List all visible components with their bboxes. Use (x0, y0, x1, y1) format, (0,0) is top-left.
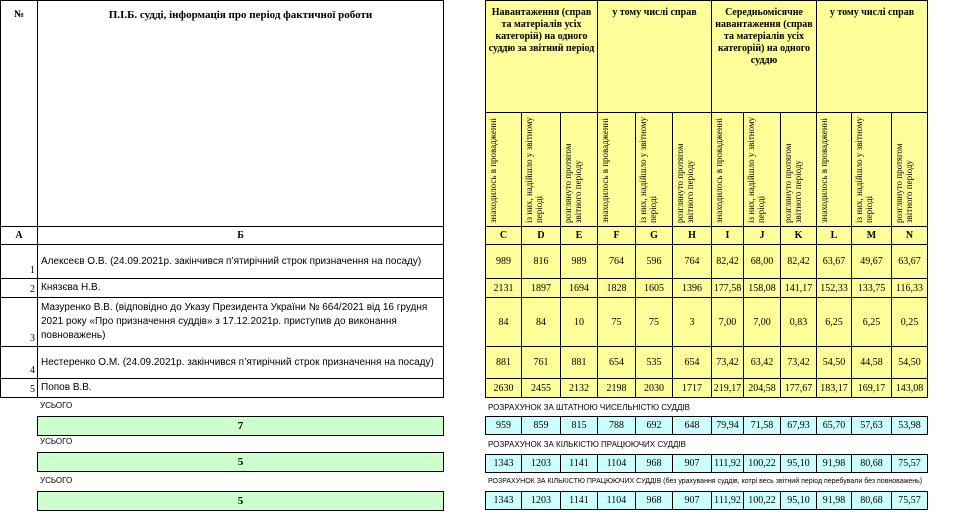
column-letter: N (891, 226, 928, 245)
data-cell: 10 (560, 297, 598, 347)
total-value: 5 (37, 491, 444, 511)
data-cell: 1694 (560, 278, 598, 298)
summary-label: РОЗРАХУНОК ЗА КІЛЬКІСТЮ ПРАЦЮЮЧИХ СУДДІВ (488, 440, 686, 449)
group-monthly: Середньомісячне навантаження (справ та матеріалів усіх категорій) на одного суддю (711, 0, 817, 113)
data-cell: 177,67 (780, 378, 817, 398)
judge-name: Попов В.В. (37, 378, 444, 398)
summary-cell: 859 (521, 416, 561, 435)
data-cell: 183,17 (816, 378, 852, 398)
data-cell: 44,58 (851, 346, 892, 379)
data-cell: 1396 (672, 278, 712, 298)
summary-cell: 67,93 (780, 416, 817, 435)
summary-cell: 907 (672, 454, 712, 473)
data-cell: 764 (597, 244, 636, 279)
group-including-2: у тому числі справ (816, 0, 928, 113)
data-cell: 761 (521, 346, 561, 379)
data-cell: 535 (635, 346, 673, 379)
subheader-vertical: знаходилось в провадженні (816, 112, 852, 227)
column-letter: K (780, 226, 817, 245)
row-index: 4 (0, 346, 38, 379)
data-cell: 63,67 (816, 244, 852, 279)
summary-cell: 1141 (560, 454, 598, 473)
data-cell: 7,00 (711, 297, 744, 347)
data-cell: 75 (635, 297, 673, 347)
subheader-vertical: розглянуто протягом звітного періоду (891, 112, 928, 227)
summary-cell: 95,10 (780, 491, 817, 510)
column-letter: M (851, 226, 892, 245)
data-cell: 68,00 (743, 244, 781, 279)
data-cell: 2455 (521, 378, 561, 398)
summary-cell: 65,70 (816, 416, 852, 435)
data-cell: 0,25 (891, 297, 928, 347)
column-letter: H (672, 226, 712, 245)
data-cell: 116,33 (891, 278, 928, 298)
judge-name: Мазуренко В.В. (відповідно до Указу Президента України № 664/2021 від 16 грудня 2021 року «Про призначення суддів» з 17.12.2021р. приступив до виконання повноважень) (37, 297, 444, 347)
group-including-1: у тому числі справ (597, 0, 712, 113)
data-cell: 816 (521, 244, 561, 279)
summary-cell: 111,92 (711, 454, 744, 473)
data-cell: 75 (597, 297, 636, 347)
header-no: № (0, 0, 38, 227)
column-letter: C (485, 226, 522, 245)
total-label: УСЬОГО (40, 476, 73, 485)
summary-cell: 100,22 (743, 454, 781, 473)
data-cell: 7,00 (743, 297, 781, 347)
summary-cell: 1203 (521, 491, 561, 510)
data-cell: 143,08 (891, 378, 928, 398)
data-cell: 54,50 (816, 346, 852, 379)
summary-cell: 788 (597, 416, 636, 435)
summary-label: РОЗРАХУНОК ЗА ШТАТНОЮ ЧИСЕЛЬНІСТЮ СУДДІВ (488, 403, 690, 412)
total-value: 5 (37, 452, 444, 472)
column-letter: D (521, 226, 561, 245)
subheader-vertical: знаходилось в провадженні (711, 112, 744, 227)
data-cell: 2030 (635, 378, 673, 398)
summary-cell: 1203 (521, 454, 561, 473)
summary-label: РОЗРАХУНОК ЗА КІЛЬКІСТЮ ПРАЦЮЮЧИХ СУДДІВ (без урахування суддів, котрі весь звітний період перебували без повноважень) (488, 478, 923, 485)
data-cell: 881 (485, 346, 522, 379)
row-index: 1 (0, 244, 38, 279)
summary-cell: 968 (635, 454, 673, 473)
data-cell: 6,25 (851, 297, 892, 347)
data-cell: 2131 (485, 278, 522, 298)
column-letter: L (816, 226, 852, 245)
subheader-vertical: із них, надійшло у звітному періоді (743, 112, 781, 227)
data-cell: 169,17 (851, 378, 892, 398)
data-cell: 3 (672, 297, 712, 347)
header-name: П.І.Б. судді, інформація про період фактичної роботи (37, 0, 444, 227)
row-index: 5 (0, 378, 38, 398)
summary-cell: 80,68 (851, 491, 892, 510)
summary-cell: 79,94 (711, 416, 744, 435)
data-cell: 133,75 (851, 278, 892, 298)
subheader-vertical: із них, надійшло у звітному періоді (851, 112, 892, 227)
column-letter: J (743, 226, 781, 245)
letter-a: А (0, 226, 38, 245)
data-cell: 989 (560, 244, 598, 279)
subheader-vertical: із них, надійшло у звітному періоді (635, 112, 673, 227)
data-cell: 2630 (485, 378, 522, 398)
data-cell: 49,67 (851, 244, 892, 279)
summary-cell: 1343 (485, 491, 522, 510)
data-cell: 0,83 (780, 297, 817, 347)
data-cell: 1897 (521, 278, 561, 298)
data-cell: 152,33 (816, 278, 852, 298)
summary-cell: 1104 (597, 491, 636, 510)
data-cell: 2198 (597, 378, 636, 398)
summary-cell: 959 (485, 416, 522, 435)
data-cell: 82,42 (780, 244, 817, 279)
summary-cell: 57,63 (851, 416, 892, 435)
total-value: 7 (37, 416, 444, 436)
summary-cell: 53,98 (891, 416, 928, 435)
summary-cell: 815 (560, 416, 598, 435)
data-cell: 596 (635, 244, 673, 279)
data-cell: 881 (560, 346, 598, 379)
data-cell: 73,42 (780, 346, 817, 379)
summary-cell: 95,10 (780, 454, 817, 473)
row-index: 3 (0, 297, 38, 347)
data-cell: 764 (672, 244, 712, 279)
summary-cell: 80,68 (851, 454, 892, 473)
summary-cell: 1104 (597, 454, 636, 473)
data-cell: 82,42 (711, 244, 744, 279)
data-cell: 1717 (672, 378, 712, 398)
letter-b: Б (37, 226, 444, 245)
data-cell: 219,17 (711, 378, 744, 398)
subheader-vertical: знаходилось в провадженні (597, 112, 636, 227)
summary-cell: 75,57 (891, 491, 928, 510)
summary-cell: 111,92 (711, 491, 744, 510)
summary-cell: 648 (672, 416, 712, 435)
data-cell: 54,50 (891, 346, 928, 379)
summary-cell: 75,57 (891, 454, 928, 473)
summary-cell: 1343 (485, 454, 522, 473)
data-cell: 141,17 (780, 278, 817, 298)
data-cell: 6,25 (816, 297, 852, 347)
subheader-vertical: розглянуто протягом звітного періоду (672, 112, 712, 227)
judge-name: Алексеєв О.В. (24.09.2021р. закінчився п’ятирічний строк призначення на посаду) (37, 244, 444, 279)
total-label: УСЬОГО (40, 401, 73, 410)
group-workload: Навантаження (справ та матеріалів усіх категорій) на одного суддю за звітний період (485, 0, 598, 113)
data-cell: 63,67 (891, 244, 928, 279)
judge-name: Князєва Н.В. (37, 278, 444, 298)
summary-cell: 91,98 (816, 491, 852, 510)
data-cell: 177,58 (711, 278, 744, 298)
data-cell: 204,58 (743, 378, 781, 398)
data-cell: 1605 (635, 278, 673, 298)
summary-cell: 100,22 (743, 491, 781, 510)
row-index: 2 (0, 278, 38, 298)
data-cell: 654 (597, 346, 636, 379)
summary-cell: 968 (635, 491, 673, 510)
subheader-vertical: розглянуто протягом звітного періоду (560, 112, 598, 227)
data-cell: 84 (485, 297, 522, 347)
data-cell: 989 (485, 244, 522, 279)
column-letter: F (597, 226, 636, 245)
data-cell: 1828 (597, 278, 636, 298)
subheader-vertical: розглянуто протягом звітного періоду (780, 112, 817, 227)
data-cell: 158,08 (743, 278, 781, 298)
data-cell: 2132 (560, 378, 598, 398)
summary-cell: 907 (672, 491, 712, 510)
summary-cell: 692 (635, 416, 673, 435)
data-cell: 63,42 (743, 346, 781, 379)
data-cell: 84 (521, 297, 561, 347)
column-letter: E (560, 226, 598, 245)
subheader-vertical: із них, надійшло у звітному періоді (521, 112, 561, 227)
column-letter: I (711, 226, 744, 245)
column-letter: G (635, 226, 673, 245)
judge-name: Нестеренко О.М. (24.09.2021р. закінчився п’ятирічний строк призначення на посаду) (37, 346, 444, 379)
summary-cell: 1141 (560, 491, 598, 510)
data-cell: 654 (672, 346, 712, 379)
subheader-vertical: знаходилось в провадженні (485, 112, 522, 227)
summary-cell: 91,98 (816, 454, 852, 473)
total-label: УСЬОГО (40, 437, 73, 446)
summary-cell: 71,58 (743, 416, 781, 435)
data-cell: 73,42 (711, 346, 744, 379)
